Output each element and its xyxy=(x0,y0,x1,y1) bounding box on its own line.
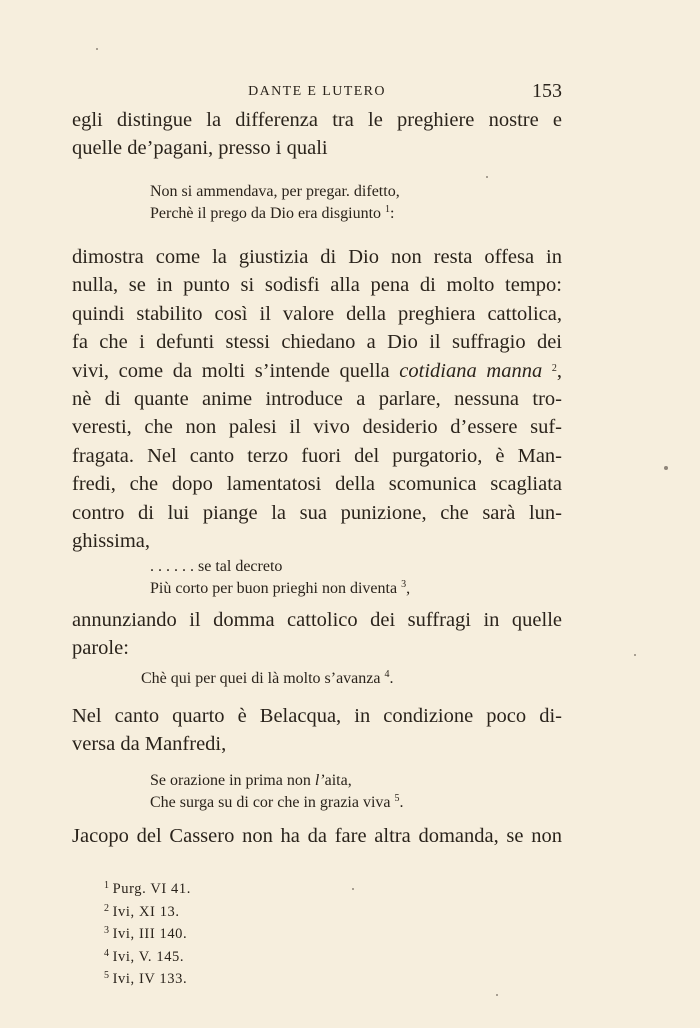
verse-quotation-4 xyxy=(150,770,404,813)
text-line: parole: xyxy=(72,637,129,660)
verse-line: . . . . . . se tal decreto xyxy=(150,558,283,575)
paper-speck xyxy=(486,176,488,178)
verse-line: Chè qui per quei di là molto s’avanza $^4$. xyxy=(141,669,394,687)
footnote: $^3$ Ivi, III 140. xyxy=(104,925,188,942)
paragraph-intro xyxy=(72,106,562,163)
footnotes xyxy=(104,878,191,991)
paper-speck xyxy=(664,466,668,470)
footnote-ref: 1 xyxy=(385,203,391,215)
footnote-ref: 3 xyxy=(401,578,407,590)
paper-speck xyxy=(634,654,636,656)
paper-speck xyxy=(96,48,98,50)
verse-quotation-2 xyxy=(150,556,410,599)
footnote: $^4$ Ivi, V. 145. xyxy=(104,947,185,965)
text-line: annunziando il domma cattolico dei suffragi in quelle xyxy=(72,609,562,631)
paper-speck xyxy=(496,994,498,996)
text-line: versa da Manfredi, xyxy=(72,733,227,756)
text-line: egli distingue la differenza tra le preghiere nostre e xyxy=(72,109,562,131)
footnote: $^5$ Ivi, IV 133. xyxy=(104,970,188,987)
verse-line: Perchè il prego da Dio era disgiunto $^1$: xyxy=(150,203,395,222)
running-title: DANTE E LUTERO xyxy=(248,84,386,99)
text-line: Jacopo del Cassero non ha da fare altra domanda, se non xyxy=(72,825,562,847)
paragraph-jacopo xyxy=(72,822,562,850)
text-line: quelle de’pagani, presso i quali xyxy=(72,137,328,160)
text-line: nè di quante anime introduce a parlare, nessuna tro- xyxy=(72,388,562,411)
footnote-ref: 5 xyxy=(394,792,400,804)
footnote-ref: 2 xyxy=(551,362,557,374)
paragraph-manfredi xyxy=(72,606,562,663)
verse-line: Che surga su di cor che in grazia viva $^5$. xyxy=(150,792,404,811)
text-line: fragata. Nel canto terzo fuori del purgatorio, è Man- xyxy=(72,444,562,467)
footnote: $^2$ Ivi, XI 13. xyxy=(104,902,180,920)
text-line: fredi, che dopo lamentatosi della scomunica scagliata xyxy=(72,473,562,496)
paper-speck xyxy=(352,888,354,890)
paragraph-belacqua xyxy=(72,702,562,759)
italic-quote: cotidiana manna xyxy=(399,359,543,382)
verse-quotation-3 xyxy=(141,668,393,690)
footnote: $^1$ Purg. VI 41. xyxy=(104,880,191,897)
footnote-ref: 4 xyxy=(384,669,390,680)
text-line: fa che i defunti stessi chiedano a Dio il suffragio dei xyxy=(72,331,562,354)
text-line: vivi, come da molti s’intende quella cotidiana manna $^2$, xyxy=(72,359,563,382)
verse-line: Non si ammendava, per pregar. difetto, xyxy=(150,183,400,200)
text-line: nulla, se in punto si sodisfi alla pena di molto tempo: xyxy=(72,274,562,297)
text-line: contro di lui piange la sua punizione, che sarà lun- xyxy=(72,501,562,524)
verse-quotation-1 xyxy=(150,181,400,224)
verse-line: Più corto per buon prieghi non diventa $^3$, xyxy=(150,578,411,597)
text-line: dimostra come la giustizia di Dio non resta offesa in xyxy=(72,246,562,268)
paragraph-main xyxy=(72,243,562,555)
page-header xyxy=(72,80,562,104)
text-line: veresti, che non palesi il vivo desiderio d’essere suf- xyxy=(72,416,562,439)
page-number: 153 xyxy=(532,80,562,102)
text-line: Nel canto quarto è Belacqua, in condizione poco di- xyxy=(72,705,562,727)
text-line: ghissima, xyxy=(72,530,151,553)
text-line: quindi stabilito così il valore della preghiera cattolica, xyxy=(72,302,562,325)
verse-line: Se orazione in prima non l’aita, xyxy=(150,772,352,789)
